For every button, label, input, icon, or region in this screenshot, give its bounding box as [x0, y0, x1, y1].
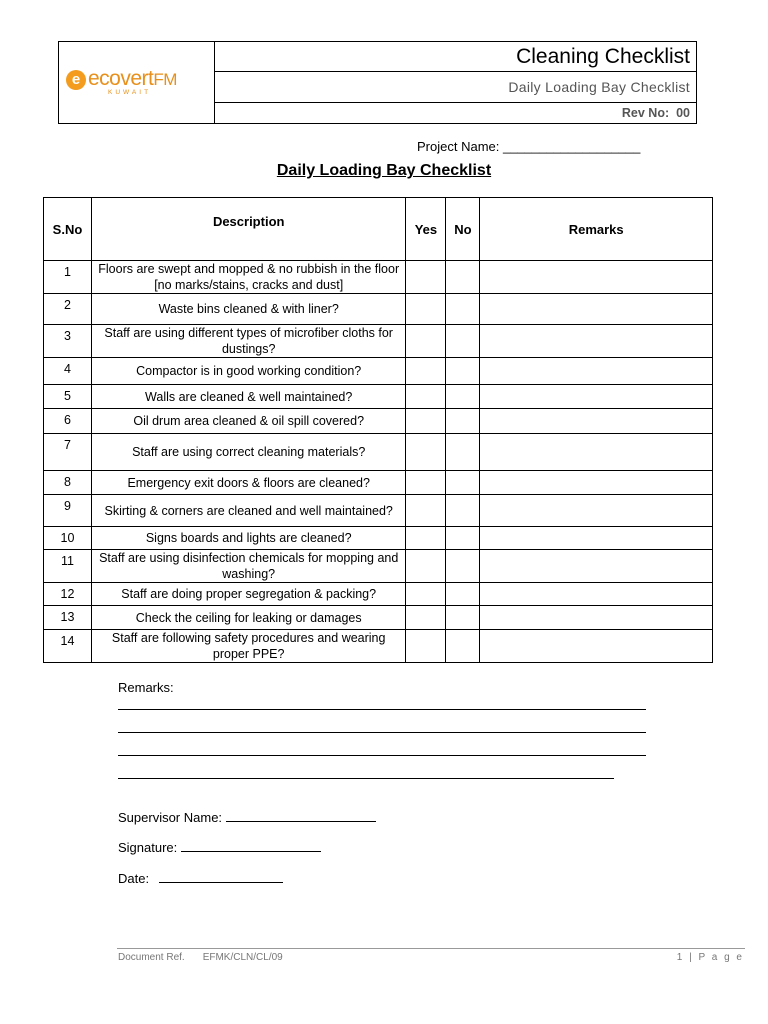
yes-checkbox-cell[interactable] [406, 325, 446, 358]
row-sno: 12 [44, 583, 92, 606]
remarks-line[interactable] [118, 732, 646, 733]
ecovert-logo [66, 68, 211, 98]
signature-input[interactable] [181, 839, 321, 852]
document-header [58, 41, 697, 124]
yes-checkbox-cell[interactable] [406, 495, 446, 527]
remarks-cell[interactable] [480, 261, 713, 294]
row-sno: 1 [44, 261, 92, 294]
remarks-cell[interactable] [480, 550, 713, 583]
table-row [44, 294, 713, 325]
row-sno: 7 [44, 434, 92, 471]
row-description: Waste bins cleaned & with liner? [91, 294, 405, 325]
logo-brand [88, 67, 177, 91]
table-row [44, 434, 713, 471]
table-row [44, 495, 713, 527]
remarks-cell[interactable] [480, 630, 713, 663]
date-label: Date: [118, 871, 150, 886]
row-description: Staff are using correct cleaning materials? [91, 434, 405, 471]
table-row [44, 358, 713, 385]
yes-checkbox-cell[interactable] [406, 385, 446, 409]
yes-checkbox-cell[interactable] [406, 261, 446, 294]
no-checkbox-cell[interactable] [446, 409, 480, 434]
row-sno: 14 [44, 630, 92, 663]
logo-sub: KUWAIT [108, 89, 152, 96]
table-row [44, 550, 713, 583]
date-input[interactable] [159, 870, 283, 883]
row-description: Emergency exit doors & floors are cleaned? [91, 471, 405, 495]
yes-checkbox-cell[interactable] [406, 358, 446, 385]
no-checkbox-cell[interactable] [446, 358, 480, 385]
row-sno: 3 [44, 325, 92, 358]
checklist-table [43, 197, 713, 663]
logo-cell [59, 42, 215, 123]
header-title: Cleaning Checklist [215, 42, 696, 72]
row-description: Oil drum area cleaned & oil spill covered? [91, 409, 405, 434]
remarks-line[interactable] [118, 755, 646, 756]
remarks-cell[interactable] [480, 434, 713, 471]
yes-checkbox-cell[interactable] [406, 606, 446, 630]
doc-ref-label: Document Ref. [118, 952, 185, 963]
project-name-field: Project Name: ___________________ [417, 139, 641, 154]
rev-value: 00 [676, 106, 690, 120]
row-sno: 13 [44, 606, 92, 630]
table-row [44, 527, 713, 550]
no-checkbox-cell[interactable] [446, 325, 480, 358]
row-sno: 9 [44, 495, 92, 527]
no-checkbox-cell[interactable] [446, 261, 480, 294]
no-checkbox-cell[interactable] [446, 630, 480, 663]
no-checkbox-cell[interactable] [446, 294, 480, 325]
col-header-no: No [446, 198, 480, 261]
logo-brand-suffix: FM [153, 70, 177, 89]
rev-label: Rev No: [621, 106, 670, 120]
row-sno: 5 [44, 385, 92, 409]
remarks-cell[interactable] [480, 294, 713, 325]
footer-divider [117, 948, 745, 949]
no-checkbox-cell[interactable] [446, 495, 480, 527]
yes-checkbox-cell[interactable] [406, 550, 446, 583]
table-row [44, 325, 713, 358]
col-header-description: Description [91, 198, 405, 261]
row-description: Signs boards and lights are cleaned? [91, 527, 405, 550]
page-title: Daily Loading Bay Checklist [276, 162, 492, 179]
table-row [44, 385, 713, 409]
table-row [44, 261, 713, 294]
no-checkbox-cell[interactable] [446, 385, 480, 409]
no-checkbox-cell[interactable] [446, 583, 480, 606]
supervisor-name-label: Supervisor Name: [118, 810, 223, 825]
remarks-cell[interactable] [480, 385, 713, 409]
row-description: Walls are cleaned & well maintained? [91, 385, 405, 409]
supervisor-name-field [118, 809, 376, 825]
footer-doc-ref [118, 952, 283, 963]
row-description: Staff are using disinfection chemicals for mopping and washing? [91, 550, 405, 583]
yes-checkbox-cell[interactable] [406, 471, 446, 495]
no-checkbox-cell[interactable] [446, 550, 480, 583]
row-description: Check the ceiling for leaking or damages [91, 606, 405, 630]
no-checkbox-cell[interactable] [446, 471, 480, 495]
remarks-cell[interactable] [480, 606, 713, 630]
row-description: Staff are doing proper segregation & packing? [91, 583, 405, 606]
supervisor-name-input[interactable] [226, 809, 376, 822]
header-subtitle: Daily Loading Bay Checklist [215, 72, 696, 103]
remarks-cell[interactable] [480, 325, 713, 358]
table-header-row [44, 198, 713, 261]
table-row [44, 583, 713, 606]
yes-checkbox-cell[interactable] [406, 409, 446, 434]
row-sno: 11 [44, 550, 92, 583]
remarks-cell[interactable] [480, 527, 713, 550]
logo-mark: e [66, 70, 86, 90]
col-header-yes: Yes [406, 198, 446, 261]
no-checkbox-cell[interactable] [446, 434, 480, 471]
no-checkbox-cell[interactable] [446, 527, 480, 550]
remarks-line[interactable] [118, 778, 614, 779]
yes-checkbox-cell[interactable] [406, 527, 446, 550]
table-row [44, 409, 713, 434]
col-header-sno: S.No [44, 198, 92, 261]
row-description: Floors are swept and mopped & no rubbish in the floor [no marks/stains, cracks and dust] [91, 261, 405, 294]
table-row [44, 471, 713, 495]
row-description: Staff are following safety procedures and wearing proper PPE? [91, 630, 405, 663]
no-checkbox-cell[interactable] [446, 606, 480, 630]
col-header-remarks: Remarks [480, 198, 713, 261]
remarks-cell[interactable] [480, 409, 713, 434]
table-row [44, 630, 713, 663]
row-description: Compactor is in good working condition? [91, 358, 405, 385]
table-row [44, 606, 713, 630]
remarks-cell[interactable] [480, 471, 713, 495]
remarks-cell[interactable] [480, 583, 713, 606]
remarks-cell[interactable] [480, 358, 713, 385]
yes-checkbox-cell[interactable] [406, 583, 446, 606]
row-sno: 2 [44, 294, 92, 325]
signature-field [118, 839, 321, 855]
yes-checkbox-cell[interactable] [406, 630, 446, 663]
row-description: Skirting & corners are cleaned and well maintained? [91, 495, 405, 527]
footer-page-number: 1 | P a g e [676, 952, 744, 963]
row-sno: 6 [44, 409, 92, 434]
logo-brand-text: ecovert [88, 67, 154, 90]
row-description: Staff are using different types of microfiber cloths for dustings? [91, 325, 405, 358]
doc-ref-value: EFMK/CLN/CL/09 [202, 952, 283, 963]
yes-checkbox-cell[interactable] [406, 434, 446, 471]
header-rev [215, 103, 696, 123]
date-field [118, 870, 283, 886]
row-sno: 8 [44, 471, 92, 495]
row-sno: 4 [44, 358, 92, 385]
signature-label: Signature: [118, 840, 178, 855]
yes-checkbox-cell[interactable] [406, 294, 446, 325]
remarks-label: Remarks: [118, 680, 174, 695]
remarks-line[interactable] [118, 709, 646, 710]
remarks-cell[interactable] [480, 495, 713, 527]
row-sno: 10 [44, 527, 92, 550]
